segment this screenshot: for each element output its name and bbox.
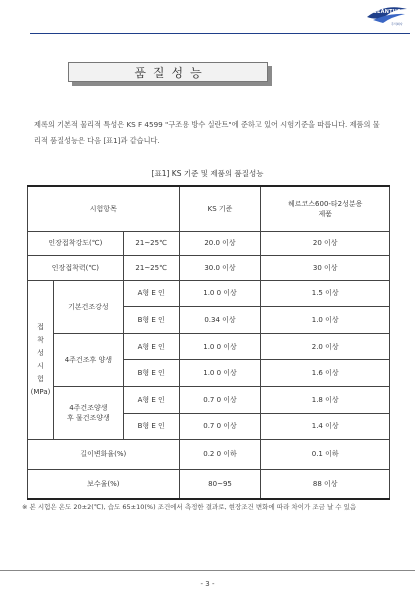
header-product-line2: 제품 xyxy=(318,209,332,218)
row-type: B형 E 인 xyxy=(123,360,179,387)
table-row xyxy=(28,280,390,307)
row-ks: 80~95 xyxy=(179,469,261,499)
row-item: 길이변화율(%) xyxy=(28,440,180,470)
table-row xyxy=(28,333,390,360)
row-product: 2.0 이상 xyxy=(261,333,390,360)
group-unit: (MPa) xyxy=(30,387,51,396)
logo-subtext: 주식회사 xyxy=(391,22,403,26)
row-ks: 0.34 이상 xyxy=(179,307,261,334)
row-item: 인장접착력(℃) xyxy=(28,256,124,281)
row-product: 30 이상 xyxy=(261,256,390,281)
subgroup-label: 기본건조강성 xyxy=(53,280,123,333)
footnote: ※ 본 시험은 온도 20±2(℃), 습도 65±10(%) 조건에서 측정한 결과로, 현장조건 변화에 따라 차이가 조금 날 수 있음 xyxy=(22,503,357,511)
table-caption: [표1] KS 기준 및 제품의 품질성능 xyxy=(151,169,264,178)
row-ks: 0.7 0 이상 xyxy=(179,413,261,440)
header-divider xyxy=(30,33,410,34)
row-condition: 21~25℃ xyxy=(123,256,179,281)
adhesion-group-label: 접 착 성 시 험 (MPa) xyxy=(28,280,54,440)
row-type: B형 E 인 xyxy=(123,413,179,440)
row-condition: 21~25℃ xyxy=(123,231,179,256)
quality-spec-table xyxy=(27,185,390,500)
company-logo xyxy=(365,5,409,27)
page-number: - 3 - xyxy=(200,580,215,588)
row-item: 보수율(%) xyxy=(28,469,180,499)
table-header-row xyxy=(28,186,390,231)
table-row xyxy=(28,231,390,256)
row-ks: 1.0 0 이상 xyxy=(179,360,261,387)
header-item: 시험항목 xyxy=(28,186,180,231)
row-product: 88 이상 xyxy=(261,469,390,499)
row-ks: 1.0 0 이상 xyxy=(179,333,261,360)
subgroup-label: 4주건조양생 후 물건조양생 xyxy=(53,386,123,439)
row-type: A형 E 인 xyxy=(123,333,179,360)
row-product: 1.6 이상 xyxy=(261,360,390,387)
row-product: 1.0 이상 xyxy=(261,307,390,334)
row-type: B형 E 인 xyxy=(123,307,179,334)
row-ks: 0.7 0 이상 xyxy=(179,386,261,413)
row-item: 인장접착강도(℃) xyxy=(28,231,124,256)
row-product: 20 이상 xyxy=(261,231,390,256)
row-product: 1.8 이상 xyxy=(261,386,390,413)
row-ks: 30.0 이상 xyxy=(179,256,261,281)
intro-paragraph: 제록의 기본적 물리적 특성은 KS F 4599 "구조용 방수 실란트"에 준하고 있어 시험기준을 따릅니다. 제품의 물리적 품질성능은 다음 [표1]과 같습니다. xyxy=(34,120,380,145)
subgroup-label: 4주건조후 양생 xyxy=(53,333,123,386)
logo-text: SEANTUS xyxy=(373,9,401,15)
header-product-line1: 헤르코스600-타2성분용 xyxy=(287,199,363,208)
table-row xyxy=(28,440,390,470)
row-product: 0.1 이하 xyxy=(261,440,390,470)
row-product: 1.4 이상 xyxy=(261,413,390,440)
table-row xyxy=(28,469,390,499)
footer-divider xyxy=(0,570,415,571)
page-title: 품질성능 xyxy=(68,62,268,82)
table-row xyxy=(28,256,390,281)
row-type: A형 E 인 xyxy=(123,280,179,307)
row-product: 1.5 이상 xyxy=(261,280,390,307)
header-product xyxy=(261,186,390,231)
row-ks: 20.0 이상 xyxy=(179,231,261,256)
row-ks: 0.2 0 이하 xyxy=(179,440,261,470)
row-type: A형 E 인 xyxy=(123,386,179,413)
header-ks: KS 기준 xyxy=(179,186,261,231)
row-ks: 1.0 0 이상 xyxy=(179,280,261,307)
table-row xyxy=(28,386,390,413)
